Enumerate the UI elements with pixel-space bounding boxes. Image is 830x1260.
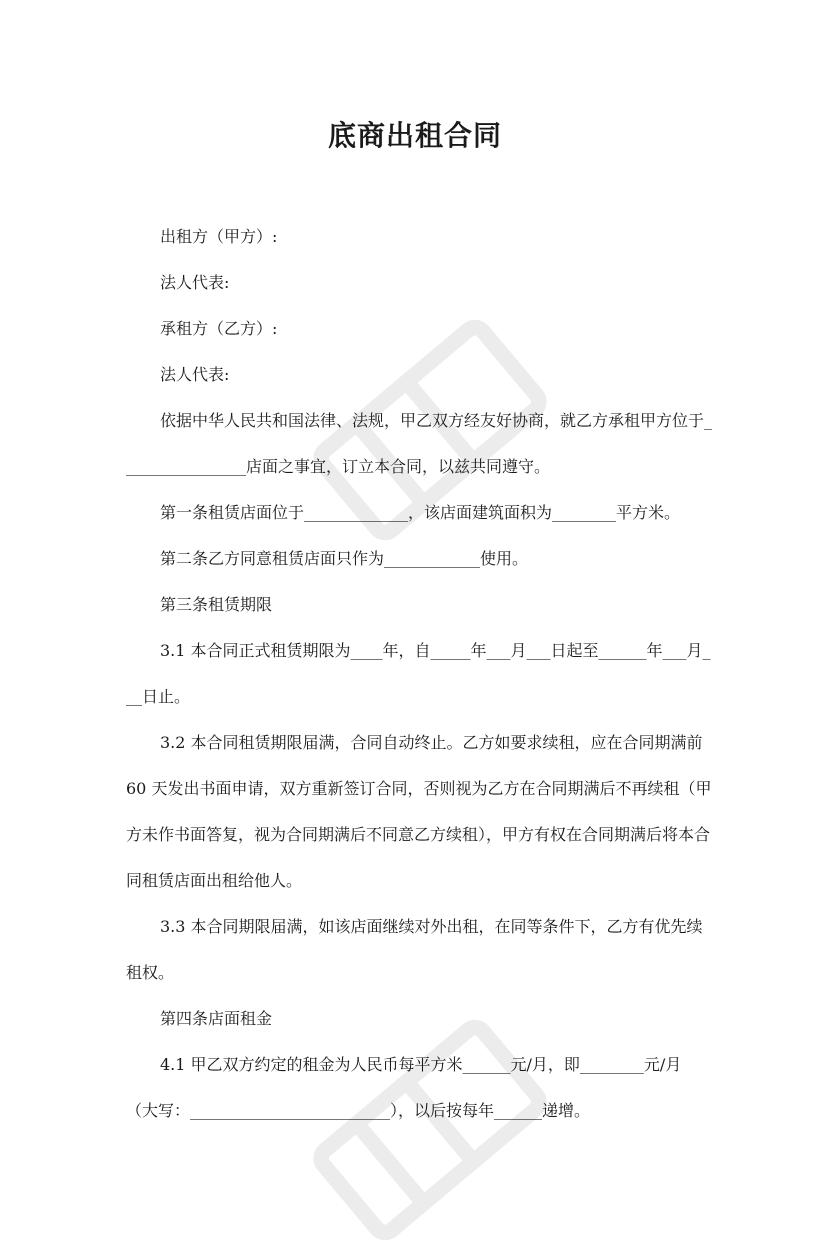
clause-4-1-paragraph: 4.1 甲乙双方约定的租金为人民币每平方米______元/月，即________元/月（大写：_________________________），以后按每年______递增。 <box>126 1055 682 1120</box>
document-title: 底商出租合同 <box>327 119 502 152</box>
party-b-line: 承租方（乙方）: <box>160 319 278 338</box>
article-3-heading: 第三条租赁期限 <box>160 595 273 614</box>
article-4-heading: 第四条店面租金 <box>160 1009 273 1028</box>
party-b-representative-line: 法人代表: <box>160 365 230 384</box>
article-2-paragraph: 第二条乙方同意租赁店面只作为____________使用。 <box>160 549 529 568</box>
clause-3-1-paragraph: 3.1 本合同正式租赁期限为____年，自_____年___月___日起至______年___月___日止。 <box>126 641 711 706</box>
party-a-line: 出租方（甲方）: <box>160 227 278 246</box>
preamble-paragraph: 依据中华人民共和国法律、法规，甲乙双方经友好协商，就乙方承租甲方位于________________店面之事宜，订立本合同，以兹共同遵守。 <box>126 411 713 476</box>
document-body <box>126 214 712 1134</box>
clause-3-3-paragraph: 3.3 本合同期限届满，如该店面继续对外出租，在同等条件下，乙方有优先续租权。 <box>126 917 703 982</box>
article-1-paragraph: 第一条租赁店面位于_____________，该店面建筑面积为________平方米。 <box>160 503 681 522</box>
clause-3-2-paragraph: 3.2 本合同租赁期限届满，合同自动终止。乙方如要求续租，应在合同期满前 60 天发出书面申请，双方重新签订合同，否则视为乙方在合同期满后不再续租（甲方未作书面答复，视为合同期满后不同意乙方续租），甲方有权在合同期满后将本合同租赁店面出租给他人。 <box>126 733 712 890</box>
party-a-representative-line: 法人代表: <box>160 273 230 292</box>
